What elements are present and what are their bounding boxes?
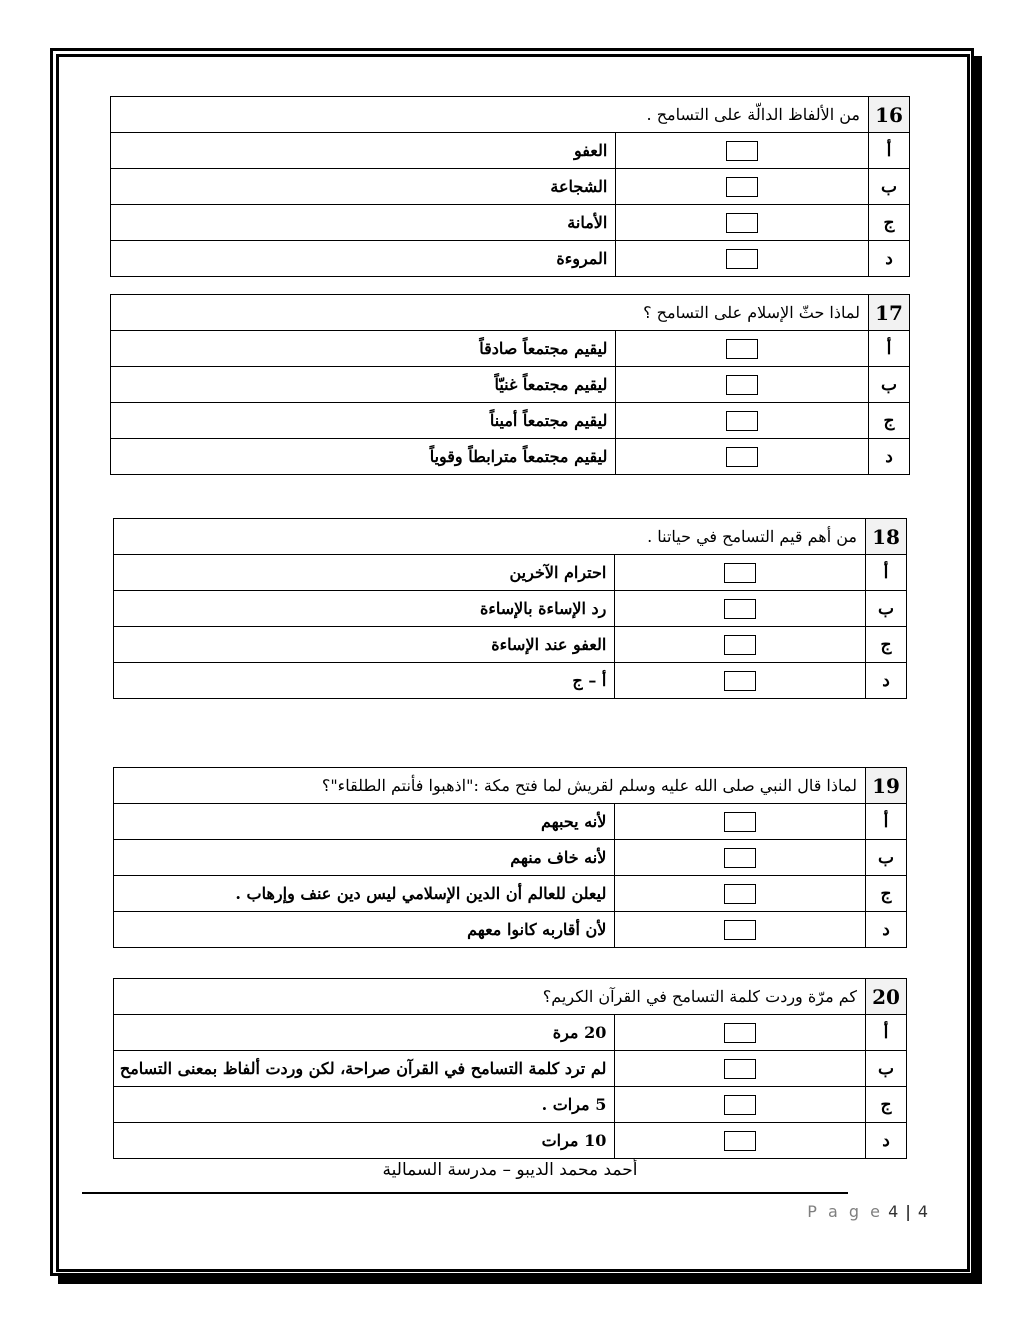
option-row [114, 627, 907, 663]
option-letter: ج [866, 876, 907, 912]
question-text: كم مرّة وردت كلمة التسامح في القرآن الكريم؟ [114, 979, 866, 1015]
question-number: 19 [866, 768, 907, 804]
option-text: لأنه خاف منهم [114, 840, 615, 876]
option-row [114, 591, 907, 627]
option-letter: أ [866, 804, 907, 840]
option-row [111, 241, 910, 277]
question-19 [113, 767, 907, 948]
question-number: 17 [869, 295, 910, 331]
option-row [111, 403, 910, 439]
answer-checkbox[interactable] [615, 1051, 866, 1087]
page-total: 4 [917, 1202, 928, 1221]
question-row [111, 97, 910, 133]
option-text: ليقيم مجتمعاً أميناً [111, 403, 616, 439]
page-separator: | [905, 1202, 911, 1221]
option-text: ليعلن للعالم أن الدين الإسلامي ليس دين عنف وإرهاب . [114, 876, 615, 912]
page-number [807, 1202, 928, 1221]
answer-checkbox[interactable] [615, 804, 866, 840]
option-row [111, 205, 910, 241]
option-row [114, 912, 907, 948]
option-row [114, 1087, 907, 1123]
answer-checkbox[interactable] [616, 169, 869, 205]
option-row [111, 367, 910, 403]
question-number: 16 [869, 97, 910, 133]
question-row [111, 295, 910, 331]
option-text: 20 مرة [114, 1015, 615, 1051]
option-text: لأنه يحبهم [114, 804, 615, 840]
answer-checkbox[interactable] [615, 555, 866, 591]
option-letter: د [866, 1123, 907, 1159]
option-letter: ب [869, 169, 910, 205]
option-text: ليقيم مجتمعاً مترابطاً وقوياً [111, 439, 616, 475]
option-text: لم ترد كلمة التسامح في القرآن صراحة، لكن وردت ألفاظ بمعنى التسامح [114, 1051, 615, 1087]
answer-checkbox[interactable] [615, 627, 866, 663]
option-letter: ب [869, 367, 910, 403]
question-18 [113, 518, 907, 699]
question-text: من أهم قيم التسامح في حياتنا . [114, 519, 866, 555]
question-row [114, 768, 907, 804]
option-letter: د [869, 241, 910, 277]
option-letter: د [866, 663, 907, 699]
option-letter: د [866, 912, 907, 948]
option-letter: ج [866, 627, 907, 663]
option-letter: ج [869, 205, 910, 241]
option-text: ليقيم مجتمعاً غنيّاً [111, 367, 616, 403]
question-17 [110, 294, 910, 475]
answer-checkbox[interactable] [615, 1123, 866, 1159]
answer-checkbox[interactable] [615, 1015, 866, 1051]
option-text: الشجاعة [111, 169, 616, 205]
option-text: لأن أقاربه كانوا معهم [114, 912, 615, 948]
answer-checkbox[interactable] [616, 133, 869, 169]
option-row [114, 1123, 907, 1159]
option-text: 5 مرات . [114, 1087, 615, 1123]
option-text: ليقيم مجتمعاً صادقاً [111, 331, 616, 367]
option-letter: أ [866, 1015, 907, 1051]
question-number: 20 [866, 979, 907, 1015]
page-label: P a g e [807, 1202, 883, 1221]
answer-checkbox[interactable] [615, 876, 866, 912]
option-letter: أ [869, 331, 910, 367]
question-20 [113, 978, 907, 1159]
option-row [111, 133, 910, 169]
answer-checkbox[interactable] [615, 840, 866, 876]
option-letter: أ [869, 133, 910, 169]
option-letter: ب [866, 591, 907, 627]
option-text: 10 مرات [114, 1123, 615, 1159]
answer-checkbox[interactable] [616, 205, 869, 241]
question-row [114, 519, 907, 555]
question-row [114, 979, 907, 1015]
option-letter: ج [869, 403, 910, 439]
option-letter: أ [866, 555, 907, 591]
answer-checkbox[interactable] [615, 1087, 866, 1123]
option-text: العفو [111, 133, 616, 169]
answer-checkbox[interactable] [616, 331, 869, 367]
footer-divider [82, 1192, 848, 1194]
option-row [114, 555, 907, 591]
option-letter: ج [866, 1087, 907, 1123]
page-current: 4 [888, 1202, 904, 1221]
option-letter: د [869, 439, 910, 475]
option-row [114, 876, 907, 912]
option-text: احترام الآخرين [114, 555, 615, 591]
answer-checkbox[interactable] [616, 403, 869, 439]
option-row [111, 169, 910, 205]
option-row [111, 439, 910, 475]
option-text: العفو عند الإساءة [114, 627, 615, 663]
answer-checkbox[interactable] [616, 241, 869, 277]
answer-checkbox[interactable] [616, 367, 869, 403]
footer-author: أحمد محمد الديبو – مدرسة السمالية [382, 1160, 638, 1180]
question-number: 18 [866, 519, 907, 555]
option-row [114, 1051, 907, 1087]
answer-checkbox[interactable] [616, 439, 869, 475]
option-text: أ – ج [114, 663, 615, 699]
question-16 [110, 96, 910, 277]
answer-checkbox[interactable] [615, 663, 866, 699]
option-row [114, 663, 907, 699]
question-text: لماذا قال النبي صلى الله عليه وسلم لقريش لما فتح مكة :"اذهبوا فأنتم الطلقاء"؟ [114, 768, 866, 804]
answer-checkbox[interactable] [615, 912, 866, 948]
option-text: الأمانة [111, 205, 616, 241]
question-text: من الألفاظ الدالّة على التسامح . [111, 97, 869, 133]
option-row [114, 1015, 907, 1051]
answer-checkbox[interactable] [615, 591, 866, 627]
option-row [111, 331, 910, 367]
question-text: لماذا حثّ الإسلام على التسامح ؟ [111, 295, 869, 331]
option-text: رد الإساءة بالإساءة [114, 591, 615, 627]
option-row [114, 840, 907, 876]
option-letter: ب [866, 840, 907, 876]
option-text: المروءة [111, 241, 616, 277]
option-row [114, 804, 907, 840]
option-letter: ب [866, 1051, 907, 1087]
